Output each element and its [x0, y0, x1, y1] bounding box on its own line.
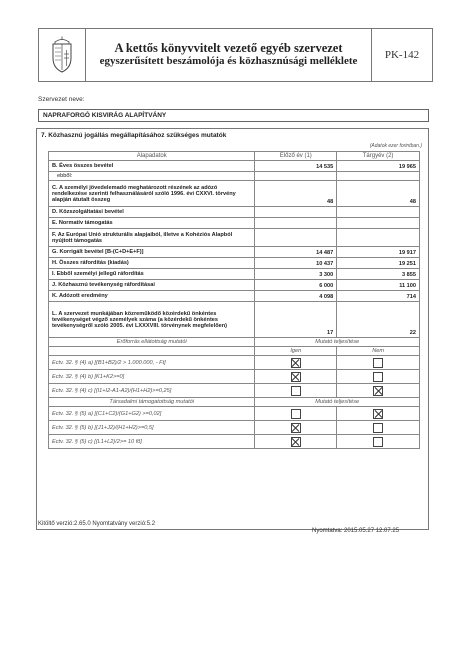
row-curr-value: 48: [337, 181, 420, 207]
no-header: Nem: [337, 347, 420, 356]
table-row: [49, 247, 420, 258]
checkbox-yes[interactable]: [291, 423, 301, 433]
checkbox-cell-yes: [255, 384, 337, 398]
table-header-row: [49, 152, 420, 161]
row-prev-value: 48: [255, 181, 337, 207]
checkbox-cell-no: [337, 384, 420, 398]
checkbox-no[interactable]: [373, 437, 383, 447]
checkbox-no[interactable]: [373, 358, 383, 368]
row-prev-value: 4 098: [255, 291, 337, 302]
row-label: B. Éves összes bevétel: [49, 161, 255, 172]
row-label: E. Normatív támogatás: [49, 218, 255, 229]
row-curr-value: 19 965: [337, 161, 420, 172]
resources-header: Erőforrás ellátottság mutatói: [49, 338, 255, 347]
column-header-prev: Előző év (1): [255, 152, 337, 161]
row-curr-value: 3 855: [337, 269, 420, 280]
table-row: [49, 161, 420, 172]
checkbox-no[interactable]: [373, 423, 383, 433]
row-curr-value: 11 100: [337, 280, 420, 291]
table-row: [49, 435, 420, 449]
row-curr-value: 19 917: [337, 247, 420, 258]
table-row: [49, 207, 420, 218]
resources-header-row: [49, 338, 420, 347]
row-label: K. Adózott eredmény: [49, 291, 255, 302]
checkbox-cell-no: [337, 435, 420, 449]
criterion-label: Ectv. 32. § (5) c) [(L1+L2)/2>= 10 fő]: [49, 435, 255, 449]
row-label: G. Korrigált bevétel [B-(C+D+E+F)]: [49, 247, 255, 258]
criterion-label: Ectv. 32. § (4) c) [(I1+I2-A1-A2)/(H1+H2)>=0,25]: [49, 384, 255, 398]
checkbox-cell-no: [337, 407, 420, 421]
organization-name-field: NAPRAFORGÓ KISVIRÁG ALAPÍTVÁNY: [38, 109, 429, 122]
form-title-line2: egyszerűsített beszámolója és közhasznúsági melléklete: [99, 55, 358, 67]
row-curr-value: 714: [337, 291, 420, 302]
table-row: [49, 302, 420, 338]
table-row: [49, 218, 420, 229]
footer-version: Kitöltő verzió:2.65.0 Nyomtatvány verzió:5.2: [38, 521, 156, 527]
social-header: Társadalmi támogatottság mutatói: [49, 398, 255, 407]
checkbox-cell-no: [337, 370, 420, 384]
table-row: [49, 172, 420, 181]
row-prev-value: [255, 229, 337, 247]
checkbox-cell-yes: [255, 370, 337, 384]
row-prev-value: [255, 207, 337, 218]
row-label: I. Ebből személyi jellegű ráfordítás: [49, 269, 255, 280]
yes-no-header-row: [49, 347, 420, 356]
criterion-label: Ectv. 32. § (4) b) [K1+K2>=0]: [49, 370, 255, 384]
checkbox-cell-yes: [255, 407, 337, 421]
checkbox-no[interactable]: [373, 372, 383, 382]
criterion-label: Ectv. 32. § (5) a) [(C1+C2)/(G1+G2) >=0,02]: [49, 407, 255, 421]
row-prev-value: 10 437: [255, 258, 337, 269]
column-header-curr: Tárgyév (2): [337, 152, 420, 161]
coat-of-arms-icon: [39, 29, 86, 81]
row-label: C. A személyi jövedelemadó meghatározott részének az adózó rendelkezése szerinti felhasználásáról szóló 1996. évi CXXVI. törvény alapján átutalt összeg: [49, 181, 255, 207]
checkbox-yes[interactable]: [291, 358, 301, 368]
table-row: [49, 280, 420, 291]
unit-note: (Adatok ezer forintban.): [369, 143, 422, 149]
row-curr-value: [337, 172, 420, 181]
checkbox-cell-no: [337, 356, 420, 370]
checkbox-yes[interactable]: [291, 386, 301, 396]
row-curr-value: [337, 229, 420, 247]
table-row: [49, 384, 420, 398]
row-curr-value: [337, 218, 420, 229]
form-title-line1: A kettős könyvvitelt vezető egyéb szervezet: [114, 41, 343, 55]
organization-label: Szervezet neve:: [38, 96, 85, 103]
indicators-section: [36, 128, 429, 530]
indicator-header: Mutató teljesítése: [255, 338, 420, 347]
indicators-table: [48, 151, 420, 449]
row-prev-value: 6 000: [255, 280, 337, 291]
row-prev-value: [255, 172, 337, 181]
row-curr-value: 22: [337, 302, 420, 338]
yes-header: Igen: [255, 347, 337, 356]
row-prev-value: 14 535: [255, 161, 337, 172]
table-row: [49, 181, 420, 207]
table-row: [49, 356, 420, 370]
form-header: [38, 28, 433, 82]
row-prev-value: 14 487: [255, 247, 337, 258]
row-label: ebből:: [49, 172, 255, 181]
row-prev-value: [255, 218, 337, 229]
row-prev-value: 17: [255, 302, 337, 338]
table-row: [49, 407, 420, 421]
checkbox-yes[interactable]: [291, 437, 301, 447]
checkbox-cell-yes: [255, 356, 337, 370]
table-row: [49, 291, 420, 302]
form-code: PK-142: [384, 49, 420, 61]
table-row: [49, 421, 420, 435]
row-prev-value: 3 300: [255, 269, 337, 280]
checkbox-cell-yes: [255, 435, 337, 449]
row-label: F. Az Európai Unió strukturális alapjaiból, illetve a Kohéziós Alapból nyújtott támogatás: [49, 229, 255, 247]
checkbox-cell-yes: [255, 421, 337, 435]
row-label: J. Közhasznú tevékenység ráfordításai: [49, 280, 255, 291]
table-row: [49, 370, 420, 384]
form-title: [86, 29, 372, 81]
table-row: [49, 229, 420, 247]
table-row: [49, 258, 420, 269]
social-header-row: [49, 398, 420, 407]
empty-cell: [49, 347, 255, 356]
row-curr-value: [337, 207, 420, 218]
row-label: H. Összes ráfordítás (kiadás): [49, 258, 255, 269]
footer-printed: Nyomtatva: 2015.05.27 12.07.25: [312, 528, 400, 534]
social-indicator-header: Mutató teljesítése: [255, 398, 420, 407]
checkbox-no[interactable]: [373, 386, 383, 396]
checkbox-yes[interactable]: [291, 409, 301, 419]
criterion-label: Ectv. 32. § (5) b) [(J1+J2)/(H1+H2)>=0,5]: [49, 421, 255, 435]
row-label: D. Közszolgáltatási bevétel: [49, 207, 255, 218]
row-label: L. A szervezet munkájában közreműködő közérdekű önkéntes tevékenységet végző személyek száma (a közérdekű önkéntes tevékenységről szóló 2005. évi LXXXVIII. törvénynek megfelelően): [49, 302, 255, 338]
row-curr-value: 19 251: [337, 258, 420, 269]
section-title: 7. Közhasznú jogállás megállapításához szükséges mutatók: [41, 132, 227, 139]
checkbox-no[interactable]: [373, 409, 383, 419]
table-row: [49, 269, 420, 280]
checkbox-cell-no: [337, 421, 420, 435]
criterion-label: Ectv. 32. § (4) a) [(B1+B2)/2 > 1.000.000, - Ft]: [49, 356, 255, 370]
checkbox-yes[interactable]: [291, 372, 301, 382]
column-header-basic: Alapadatok: [49, 152, 255, 161]
